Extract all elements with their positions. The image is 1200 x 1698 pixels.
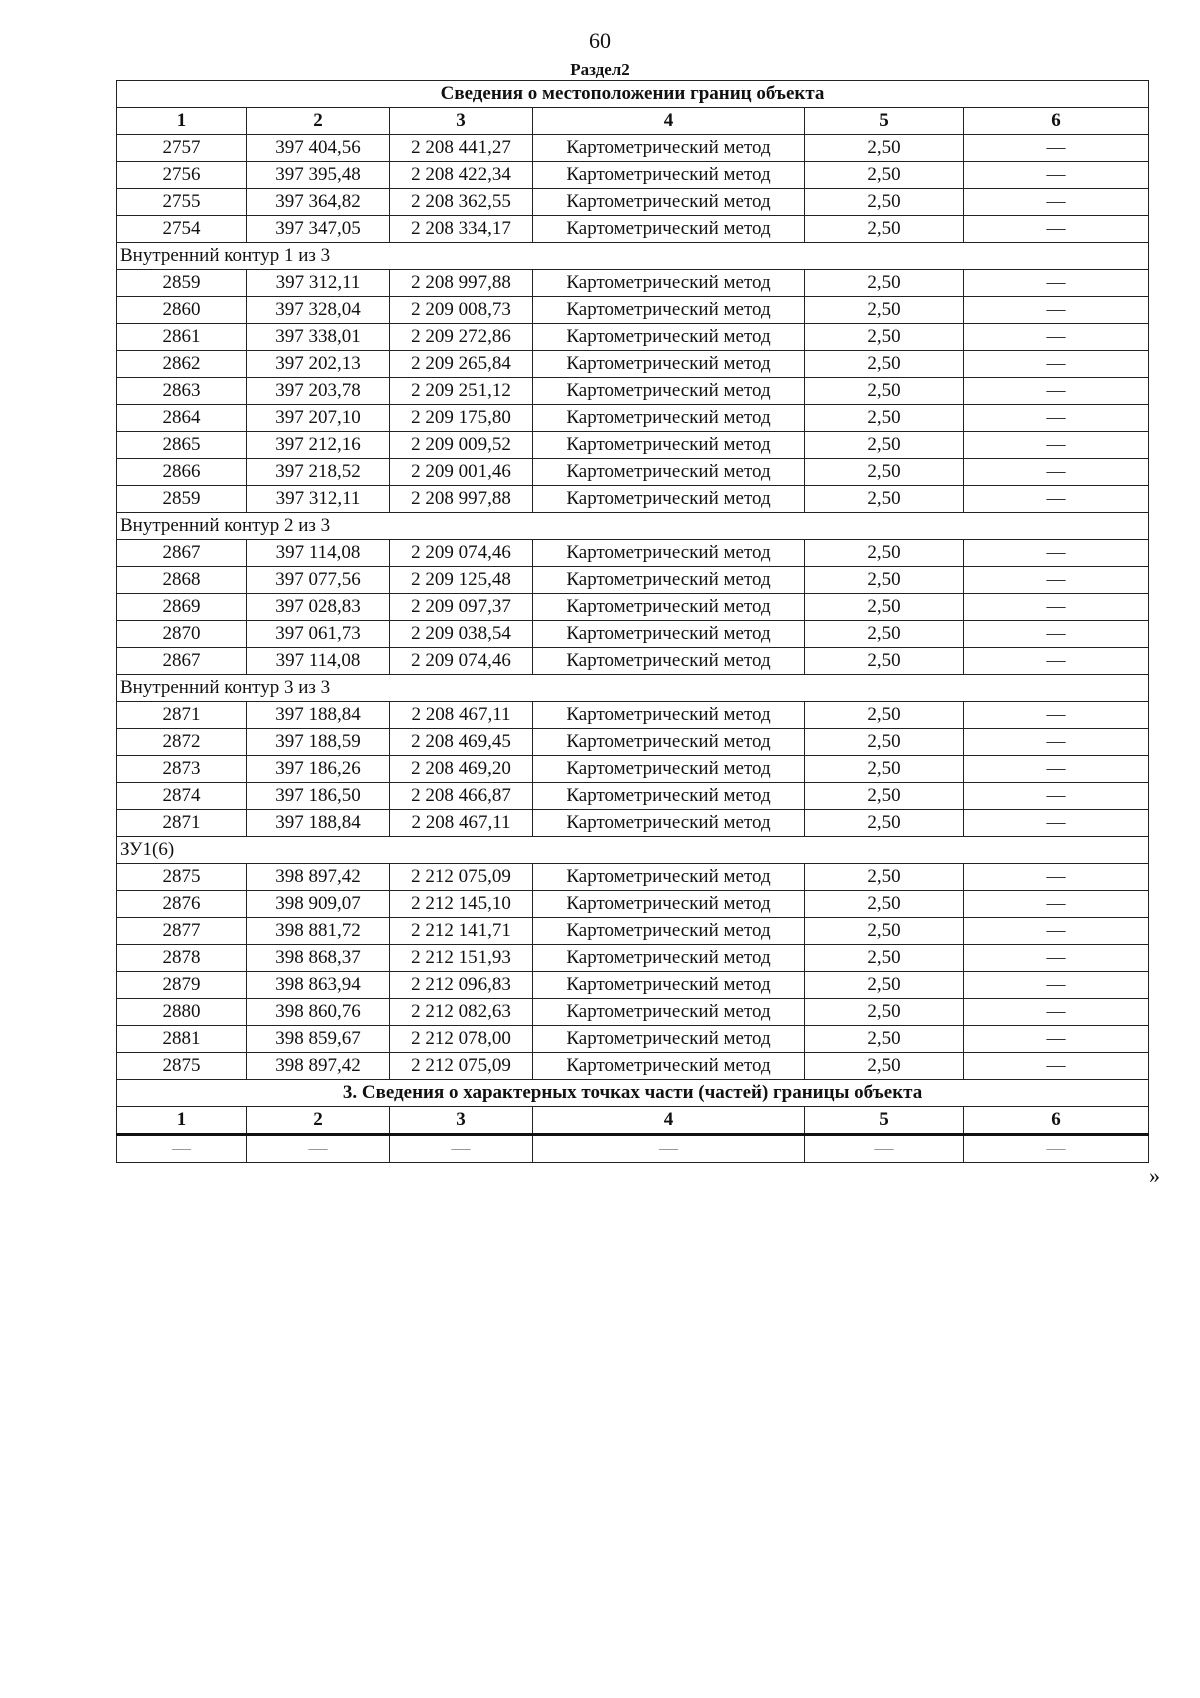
contour-group-label: Внутренний контур 3 из 3 [117,675,1149,702]
table-row [117,567,1149,594]
table-cell: — [964,702,1149,729]
table-cell: 397 114,08 [247,648,390,675]
table-row [117,189,1149,216]
table-cell: 2 208 469,45 [390,729,533,756]
table-cell: Картометрический метод [533,999,805,1026]
table-cell: 2,50 [805,783,964,810]
table-cell: 2,50 [805,459,964,486]
block-title-location: Сведения о местоположении границ объекта [117,81,1149,108]
column-header: 1 [117,108,247,135]
table-cell: 2,50 [805,1053,964,1080]
table-cell: Картометрический метод [533,270,805,297]
table-cell: 2,50 [805,810,964,837]
page-number: 60 [589,28,611,53]
table-cell: Картометрический метод [533,756,805,783]
table-cell: Картометрический метод [533,918,805,945]
table-cell: 2,50 [805,891,964,918]
table-cell: — [964,297,1149,324]
table-cell: — [964,594,1149,621]
table-cell: 2877 [117,918,247,945]
table-cell: 2873 [117,756,247,783]
table-cell: 2 208 467,11 [390,702,533,729]
table-cell: 2 208 467,11 [390,810,533,837]
column-header: 6 [964,108,1149,135]
table-cell: 2 212 145,10 [390,891,533,918]
table-cell: Картометрический метод [533,351,805,378]
table-cell: 398 881,72 [247,918,390,945]
table-cell: 2,50 [805,918,964,945]
table-cell: 2,50 [805,999,964,1026]
table-cell: 2864 [117,405,247,432]
table-cell: — [964,540,1149,567]
table-cell: 2 209 008,73 [390,297,533,324]
table-row [117,702,1149,729]
table-cell: — [964,378,1149,405]
table-row [117,270,1149,297]
column-header: 3 [390,1107,533,1135]
table-cell: Картометрический метод [533,783,805,810]
table-cell: 2,50 [805,135,964,162]
table-row [117,1135,1149,1163]
table-row [117,621,1149,648]
contour-group-label: Внутренний контур 1 из 3 [117,243,1149,270]
table-row [117,972,1149,999]
column-header: 4 [533,108,805,135]
table-cell: 2,50 [805,1026,964,1053]
table-cell: Картометрический метод [533,405,805,432]
table-row [117,432,1149,459]
table-cell: 2870 [117,621,247,648]
table-cell: 397 186,50 [247,783,390,810]
table-row [117,459,1149,486]
table-cell: 398 863,94 [247,972,390,999]
table-cell: 2,50 [805,729,964,756]
table-cell: 397 207,10 [247,405,390,432]
block-title-parts: 3. Сведения о характерных точках части (частей) границы объекта [117,1080,1149,1107]
table-cell: 2,50 [805,486,964,513]
contour-group-label: Внутренний контур 2 из 3 [117,513,1149,540]
table-cell: — [964,810,1149,837]
table-cell: 397 061,73 [247,621,390,648]
table-cell: 398 860,76 [247,999,390,1026]
table-cell: 2,50 [805,702,964,729]
table-cell: 398 897,42 [247,1053,390,1080]
table-cell: Картометрический метод [533,1053,805,1080]
table-cell: 2,50 [805,945,964,972]
table-cell: 398 868,37 [247,945,390,972]
table-cell: Картометрический метод [533,729,805,756]
table-row [117,378,1149,405]
table-row [117,486,1149,513]
table-cell: 2,50 [805,378,964,405]
table-cell: Картометрический метод [533,891,805,918]
table-cell: 397 202,13 [247,351,390,378]
table-cell: 397 114,08 [247,540,390,567]
table-row [117,891,1149,918]
table-cell: 397 077,56 [247,567,390,594]
table-cell: 2875 [117,864,247,891]
table-cell: 2 212 096,83 [390,972,533,999]
table-cell: Картометрический метод [533,432,805,459]
table-cell: — [964,891,1149,918]
table-cell: 397 203,78 [247,378,390,405]
table-cell: 2 208 422,34 [390,162,533,189]
table-cell: 2 208 469,20 [390,756,533,783]
table-cell: 2859 [117,270,247,297]
table-cell: 2 209 265,84 [390,351,533,378]
table-cell: — [964,972,1149,999]
column-header: 1 [117,1107,247,1135]
table-row [117,756,1149,783]
column-header: 6 [964,1107,1149,1135]
table-cell: — [964,135,1149,162]
table-cell: 397 188,84 [247,702,390,729]
table-cell: — [964,486,1149,513]
table-row [117,1026,1149,1053]
table-cell: 2 209 125,48 [390,567,533,594]
column-header-row [117,1107,1149,1135]
table-cell: 397 328,04 [247,297,390,324]
table-cell: 2757 [117,135,247,162]
table-cell: 2756 [117,162,247,189]
contour-group-row [117,513,1149,540]
table-cell: Картометрический метод [533,972,805,999]
table-cell: 2,50 [805,216,964,243]
table-cell: — [964,351,1149,378]
table-cell: 2881 [117,1026,247,1053]
contour-group-row [117,675,1149,702]
table-cell: 2869 [117,594,247,621]
table-cell: 397 338,01 [247,324,390,351]
table-cell: 2862 [117,351,247,378]
table-cell: 2871 [117,810,247,837]
table-cell: — [533,1135,805,1163]
table-cell: 2754 [117,216,247,243]
table-cell: Картометрический метод [533,810,805,837]
table-cell: 2,50 [805,594,964,621]
column-header-row [117,108,1149,135]
table-cell: 2 209 074,46 [390,648,533,675]
table-cell: 2 209 272,86 [390,324,533,351]
table-row [117,351,1149,378]
table-cell: Картометрический метод [533,567,805,594]
table-cell: 2 209 038,54 [390,621,533,648]
table-cell: 2 208 466,87 [390,783,533,810]
table-cell: — [117,1135,247,1163]
column-header: 2 [247,108,390,135]
table-cell: — [964,567,1149,594]
table-cell: Картометрический метод [533,864,805,891]
table-cell: 2 208 997,88 [390,270,533,297]
table-cell: 2878 [117,945,247,972]
table-cell: Картометрический метод [533,324,805,351]
table-row [117,324,1149,351]
table-cell: Картометрический метод [533,702,805,729]
table-cell: 2875 [117,1053,247,1080]
table-cell: — [964,1053,1149,1080]
table-cell: — [247,1135,390,1163]
table-cell: 2860 [117,297,247,324]
table-cell: Картометрический метод [533,945,805,972]
table-cell: 2,50 [805,972,964,999]
table-row [117,216,1149,243]
section-title: Раздел2 [570,60,630,79]
table-cell: 2867 [117,648,247,675]
table-cell: — [964,162,1149,189]
table-row [117,783,1149,810]
table-cell: 2 209 097,37 [390,594,533,621]
table-cell: — [964,864,1149,891]
table-cell: Картометрический метод [533,621,805,648]
table-cell: 2867 [117,540,247,567]
table-cell: — [964,405,1149,432]
table-cell: Картометрический метод [533,594,805,621]
table-cell: 2,50 [805,297,964,324]
table-cell: — [964,648,1149,675]
table-row [117,1053,1149,1080]
table-cell: 397 186,26 [247,756,390,783]
table-cell: — [964,270,1149,297]
table-cell: 2 208 334,17 [390,216,533,243]
table-cell: Картометрический метод [533,648,805,675]
table-cell: — [964,729,1149,756]
table-cell: 397 395,48 [247,162,390,189]
table-cell: 2 209 251,12 [390,378,533,405]
table-row [117,810,1149,837]
table-cell: — [964,1135,1149,1163]
table-cell: 2872 [117,729,247,756]
table-cell: Картометрический метод [533,189,805,216]
table-cell: 2 209 175,80 [390,405,533,432]
table-cell: 397 404,56 [247,135,390,162]
table-row [117,540,1149,567]
table-cell: 397 188,59 [247,729,390,756]
table-cell: 2880 [117,999,247,1026]
table-cell: 2865 [117,432,247,459]
table-cell: 2,50 [805,864,964,891]
table-cell: 397 028,83 [247,594,390,621]
table-cell: 397 364,82 [247,189,390,216]
table-cell: — [964,459,1149,486]
table-row [117,648,1149,675]
table-cell: Картометрический метод [533,378,805,405]
table-cell: Картометрический метод [533,162,805,189]
table-cell: Картометрический метод [533,486,805,513]
column-header: 3 [390,108,533,135]
table-row [117,864,1149,891]
table-cell: 2868 [117,567,247,594]
table-cell: 398 859,67 [247,1026,390,1053]
table-cell: — [964,783,1149,810]
table-cell: 398 897,42 [247,864,390,891]
table-row [117,945,1149,972]
table-row [117,297,1149,324]
table-cell: — [964,918,1149,945]
table-cell: — [964,945,1149,972]
table-cell: 397 218,52 [247,459,390,486]
table-row [117,594,1149,621]
contour-group-row [117,837,1149,864]
table-cell: Картометрический метод [533,216,805,243]
column-header: 5 [805,108,964,135]
contour-group-row [117,243,1149,270]
table-cell: 397 312,11 [247,270,390,297]
block-title-parts-row [117,1080,1149,1107]
closing-quote-mark: » [1149,1163,1160,1188]
table-cell: 397 188,84 [247,810,390,837]
table-cell: 2874 [117,783,247,810]
table-cell: 2,50 [805,405,964,432]
table-cell: Картометрический метод [533,459,805,486]
table-cell: 2863 [117,378,247,405]
table-row [117,405,1149,432]
column-header: 5 [805,1107,964,1135]
table-cell: Картометрический метод [533,540,805,567]
table-cell: — [964,621,1149,648]
table-cell: 398 909,07 [247,891,390,918]
table-cell: Картометрический метод [533,297,805,324]
contour-group-label: ЗУ1(6) [117,837,1149,864]
table-cell: — [964,216,1149,243]
table-cell: 2 212 082,63 [390,999,533,1026]
table-cell: 2871 [117,702,247,729]
table-cell: — [390,1135,533,1163]
table-cell: 2 208 997,88 [390,486,533,513]
table-cell: — [964,999,1149,1026]
table-cell: 2 209 001,46 [390,459,533,486]
table-cell: 2861 [117,324,247,351]
table-cell: 2 209 009,52 [390,432,533,459]
table-cell: 2,50 [805,162,964,189]
table-cell: Картометрический метод [533,135,805,162]
column-header: 2 [247,1107,390,1135]
table-cell: 2,50 [805,756,964,783]
table-cell: 397 312,11 [247,486,390,513]
table-cell: — [964,756,1149,783]
table-cell: 2 212 151,93 [390,945,533,972]
table-cell: — [964,1026,1149,1053]
table-row [117,918,1149,945]
table-cell: 397 212,16 [247,432,390,459]
table-cell: 2,50 [805,567,964,594]
table-cell: 2 208 441,27 [390,135,533,162]
table-cell: 2 208 362,55 [390,189,533,216]
table-cell: 2 212 075,09 [390,1053,533,1080]
table-cell: 2 212 141,71 [390,918,533,945]
table-cell: 397 347,05 [247,216,390,243]
table-row [117,729,1149,756]
table-cell: Картометрический метод [533,1026,805,1053]
table-cell: 2755 [117,189,247,216]
block-title-location-row [117,81,1149,108]
table-cell: 2,50 [805,324,964,351]
table-cell: 2879 [117,972,247,999]
boundary-table [116,80,1149,1163]
table-cell: 2,50 [805,351,964,378]
table-cell: 2859 [117,486,247,513]
table-cell: 2876 [117,891,247,918]
table-cell: 2,50 [805,270,964,297]
table-cell: — [805,1135,964,1163]
boundary-table-body [117,81,1149,1163]
table-cell: 2 209 074,46 [390,540,533,567]
table-row [117,162,1149,189]
table-cell: 2,50 [805,540,964,567]
table-cell: 2,50 [805,432,964,459]
table-cell: — [964,324,1149,351]
table-cell: 2,50 [805,621,964,648]
column-header: 4 [533,1107,805,1135]
table-row [117,135,1149,162]
table-row [117,999,1149,1026]
table-cell: 2 212 075,09 [390,864,533,891]
table-cell: — [964,432,1149,459]
table-cell: 2,50 [805,648,964,675]
table-cell: 2866 [117,459,247,486]
table-cell: 2 212 078,00 [390,1026,533,1053]
table-cell: 2,50 [805,189,964,216]
table-cell: — [964,189,1149,216]
